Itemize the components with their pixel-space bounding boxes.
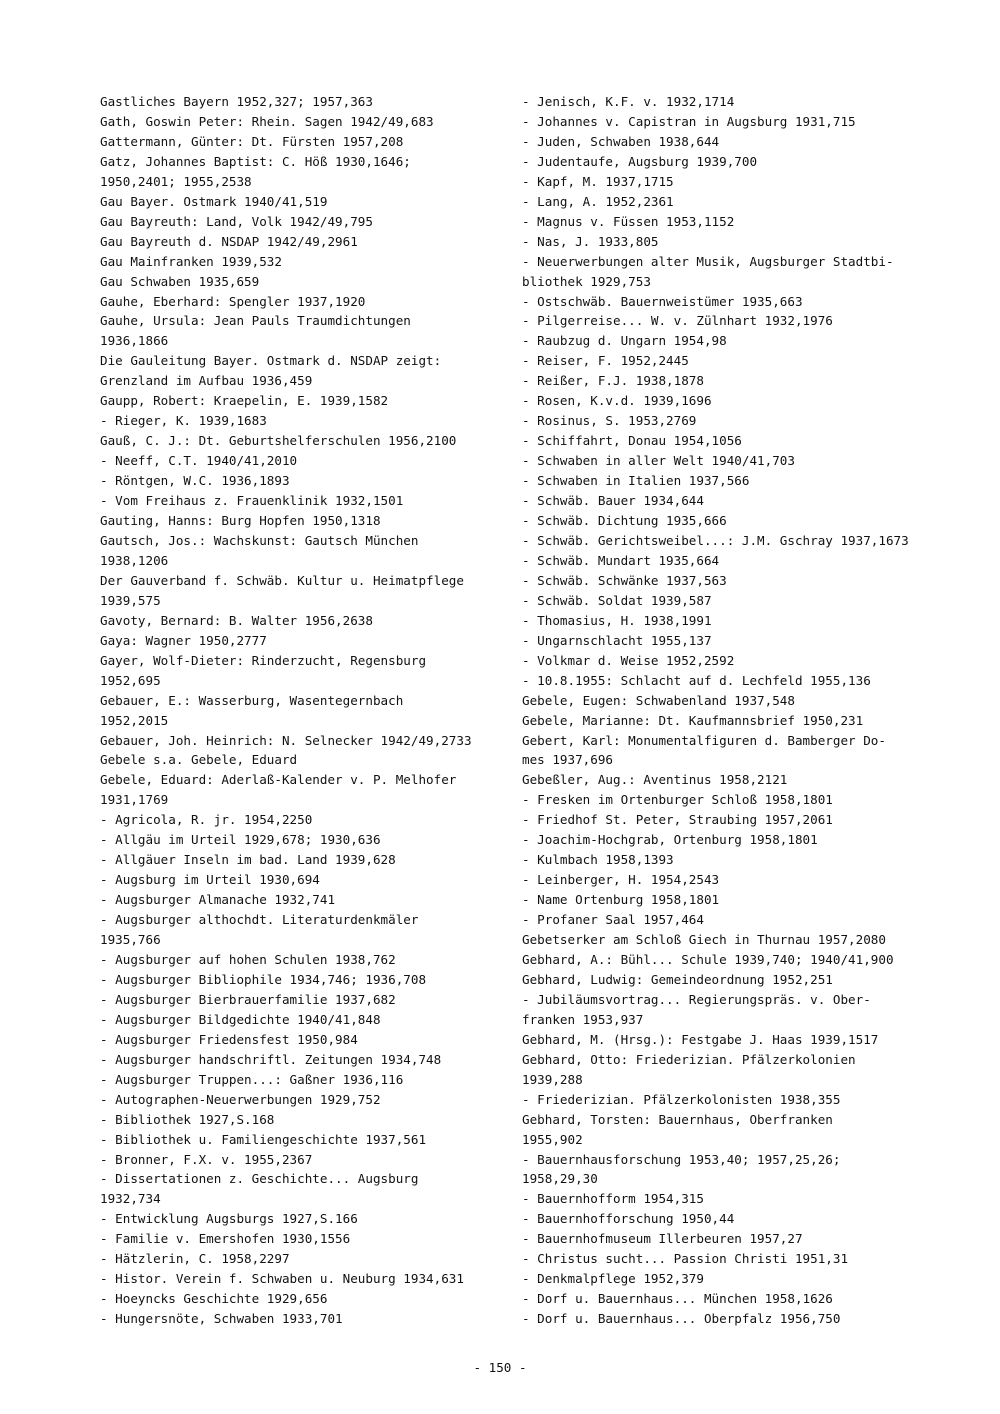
index-entry-line: - Augsburger auf hohen Schulen 1938,762 xyxy=(100,951,396,967)
index-entry xyxy=(522,252,942,292)
index-entry-line: - Augsburg im Urteil 1930,694 xyxy=(100,872,320,888)
index-entry-line: - Schwäb. Gerichtsweibel...: J.M. Gschray 1937,1673 xyxy=(522,532,909,548)
index-entry xyxy=(100,491,500,511)
index-entry-line: - Histor. Verein f. Schwaben u. Neuburg 1934,631 xyxy=(100,1271,464,1287)
index-entry-line: - Jenisch, K.F. v. 1932,1714 xyxy=(522,94,735,109)
index-entry-line: - Kulmbach 1958,1393 xyxy=(522,852,674,868)
index-entry xyxy=(522,1209,942,1229)
index-entry xyxy=(100,1150,500,1170)
index-entry-line: Gautsch, Jos.: Wachskunst: Gautsch München xyxy=(100,532,419,548)
index-entry xyxy=(100,232,500,252)
index-entry-line: Gebauer, E.: Wasserburg, Wasentegernbach xyxy=(100,692,404,708)
index-entry-line: - Judentaufe, Augsburg 1939,700 xyxy=(522,153,758,169)
index-entry xyxy=(522,132,942,152)
index-entry-line: Gau Bayer. Ostmark 1940/41,519 xyxy=(100,193,328,209)
index-entry-line: - Kapf, M. 1937,1715 xyxy=(522,173,674,189)
index-entry-line: - Familie v. Emershofen 1930,1556 xyxy=(100,1231,351,1247)
index-entry xyxy=(100,750,500,770)
index-entry-line: mes 1937,696 xyxy=(522,752,613,768)
index-entry xyxy=(100,391,500,411)
index-entry xyxy=(100,132,500,152)
index-entry-line: Gatz, Johannes Baptist: C. Höß 1930,1646; xyxy=(100,153,411,169)
index-entry-line: franken 1953,937 xyxy=(522,1011,644,1027)
index-entry-line: Gayer, Wolf-Dieter: Rinderzucht, Regensburg xyxy=(100,652,427,668)
index-entry xyxy=(522,371,942,391)
index-entry xyxy=(522,152,942,172)
index-entry-line: Gebhard, Torsten: Bauernhaus, Oberfranken xyxy=(522,1111,833,1127)
index-entry-line: - Schiffahrt, Donau 1954,1056 xyxy=(522,433,742,449)
index-entry-line: - Reißer, F.J. 1938,1878 xyxy=(522,373,704,389)
index-entry xyxy=(100,311,500,351)
index-entry xyxy=(100,431,500,451)
index-entry-line: - Pilgerreise... W. v. Zülnhart 1932,1976 xyxy=(522,313,833,329)
index-entry-line: Gau Mainfranken 1939,532 xyxy=(100,253,282,269)
index-entry-line: - Allgäuer Inseln im bad. Land 1939,628 xyxy=(100,852,396,868)
index-entry-line: - Rosinus, S. 1953,2769 xyxy=(522,413,697,429)
index-entry-line: Gavoty, Bernard: B. Walter 1956,2638 xyxy=(100,612,373,628)
index-entry-line: - Dorf u. Bauernhaus... München 1958,1626 xyxy=(522,1291,833,1307)
index-entry-line: 1936,1866 xyxy=(100,333,169,349)
index-entry-line: - Augsburger Bibliophile 1934,746; 1936,708 xyxy=(100,971,427,987)
index-entry-line: - Raubzug d. Ungarn 1954,98 xyxy=(522,333,727,349)
index-entry-line: Gebhard, A.: Bühl... Schule 1939,740; 1940/41,900 xyxy=(522,951,894,967)
index-entry-line: - Augsburger Bierbrauerfamilie 1937,682 xyxy=(100,991,396,1007)
index-entry xyxy=(522,1050,942,1090)
index-entry xyxy=(100,830,500,850)
index-entry-line: - Reiser, F. 1952,2445 xyxy=(522,353,689,369)
index-entry xyxy=(100,252,500,272)
index-entry xyxy=(522,551,942,571)
index-entry-line: - Name Ortenburg 1958,1801 xyxy=(522,892,720,908)
index-entry-line: 1935,766 xyxy=(100,932,161,948)
index-entry xyxy=(100,910,500,950)
index-entry-line: - Schwäb. Schwänke 1937,563 xyxy=(522,572,727,588)
index-entry xyxy=(522,691,942,711)
index-entry-line: Gebauer, Joh. Heinrich: N. Selnecker 1942/49,2733 xyxy=(100,732,472,748)
index-entry xyxy=(522,391,942,411)
index-entry-line: - Profaner Saal 1957,464 xyxy=(522,912,704,928)
index-entry xyxy=(522,232,942,252)
index-entry xyxy=(522,571,942,591)
index-entry xyxy=(522,92,942,112)
index-entry-line: - Leinberger, H. 1954,2543 xyxy=(522,872,720,888)
index-entry-line: - Hätzlerin, C. 1958,2297 xyxy=(100,1251,290,1267)
index-entry-line: - Augsburger Friedensfest 1950,984 xyxy=(100,1031,358,1047)
index-entry-line: Gattermann, Günter: Dt. Fürsten 1957,208 xyxy=(100,133,404,149)
index-entry-line: 1958,29,30 xyxy=(522,1171,598,1187)
index-entry xyxy=(100,1309,500,1329)
index-entry xyxy=(522,870,942,890)
index-entry-line: - Allgäu im Urteil 1929,678; 1930,636 xyxy=(100,832,381,848)
index-entry xyxy=(522,411,942,431)
index-entry xyxy=(522,192,942,212)
index-entry-line: Gauß, C. J.: Dt. Geburtshelferschulen 1956,2100 xyxy=(100,433,457,449)
index-entry xyxy=(100,511,500,531)
index-entry xyxy=(522,212,942,232)
index-entry xyxy=(100,890,500,910)
index-entry-line: - Schwäb. Soldat 1939,587 xyxy=(522,592,712,608)
index-entry-line: - Augsburger Almanache 1932,741 xyxy=(100,892,336,908)
index-entry-line: - Agricola, R. jr. 1954,2250 xyxy=(100,812,313,828)
index-entry xyxy=(100,970,500,990)
index-entry-line: - Bauernhofform 1954,315 xyxy=(522,1191,704,1207)
index-entry xyxy=(100,1070,500,1090)
index-entry xyxy=(522,711,942,731)
index-entry xyxy=(522,491,942,511)
index-entry-line: 1939,288 xyxy=(522,1071,583,1087)
index-entry xyxy=(522,731,942,771)
index-entry xyxy=(522,770,942,790)
index-entry-line: Gebele, Eduard: Aderlaß-Kalender v. P. Melhofer xyxy=(100,772,457,788)
index-entry-line: Der Gauverband f. Schwäb. Kultur u. Heimatpflege xyxy=(100,572,464,588)
index-entry-line: - Ostschwäb. Bauernweistümer 1935,663 xyxy=(522,293,803,309)
index-entry-line: Gebele s.a. Gebele, Eduard xyxy=(100,752,298,768)
index-entry-line: 1952,695 xyxy=(100,672,161,688)
index-entry xyxy=(522,611,942,631)
index-entry-line: Gau Bayreuth d. NSDAP 1942/49,2961 xyxy=(100,233,358,249)
index-entry-line: Gaya: Wagner 1950,2777 xyxy=(100,632,267,648)
index-entry xyxy=(522,651,942,671)
index-entry-line: - Joachim-Hochgrab, Ortenburg 1958,1801 xyxy=(522,832,818,848)
index-entry-line: - Dissertationen z. Geschichte... Augsburg xyxy=(100,1171,419,1187)
index-entry xyxy=(100,471,500,491)
index-entry-line: - Schwaben in aller Welt 1940/41,703 xyxy=(522,453,795,469)
index-entry xyxy=(100,152,500,192)
index-entry xyxy=(522,351,942,371)
index-entry-line: - Jubiläumsvortrag... Regierungspräs. v. Ober- xyxy=(522,991,871,1007)
index-entry xyxy=(522,1229,942,1249)
index-entry xyxy=(522,451,942,471)
index-entry-line: - Thomasius, H. 1938,1991 xyxy=(522,612,712,628)
index-entry-line: - Neeff, C.T. 1940/41,2010 xyxy=(100,453,298,469)
index-entry xyxy=(522,511,942,531)
index-entry xyxy=(522,1189,942,1209)
index-entry-line: - Schwäb. Dichtung 1935,666 xyxy=(522,513,727,529)
index-entry xyxy=(522,1150,942,1190)
index-entry xyxy=(522,471,942,491)
index-entry xyxy=(100,950,500,970)
index-entry xyxy=(100,571,500,611)
index-entry xyxy=(522,930,942,950)
index-entry xyxy=(100,1249,500,1269)
index-entry xyxy=(100,451,500,471)
index-entry-line: Gebhard, M. (Hrsg.): Festgabe J. Haas 1939,1517 xyxy=(522,1031,879,1047)
index-entry-line: Gau Bayreuth: Land, Volk 1942/49,795 xyxy=(100,213,373,229)
index-entry xyxy=(100,1229,500,1249)
index-entry xyxy=(522,431,942,451)
index-entry xyxy=(100,1269,500,1289)
index-entry-line: - Magnus v. Füssen 1953,1152 xyxy=(522,213,735,229)
index-entry xyxy=(522,1289,942,1309)
index-entry-line: Gastliches Bayern 1952,327; 1957,363 xyxy=(100,94,373,109)
index-entry-line: - Rieger, K. 1939,1683 xyxy=(100,413,267,429)
index-entry-line: Gebele, Marianne: Dt. Kaufmannsbrief 1950,231 xyxy=(522,712,864,728)
index-entry-line: Die Gauleitung Bayer. Ostmark d. NSDAP zeigt: xyxy=(100,353,442,369)
index-entry xyxy=(100,870,500,890)
index-entry-line: - Lang, A. 1952,2361 xyxy=(522,193,674,209)
index-entry-line: - Fresken im Ortenburger Schloß 1958,1801 xyxy=(522,792,833,808)
index-entry-line: - Juden, Schwaben 1938,644 xyxy=(522,133,720,149)
index-entry-line: 1952,2015 xyxy=(100,712,169,728)
index-entry-line: - Hungersnöte, Schwaben 1933,701 xyxy=(100,1311,343,1327)
index-entry-line: - Bauernhofmuseum Illerbeuren 1957,27 xyxy=(522,1231,803,1247)
index-entry-line: Gebele, Eugen: Schwabenland 1937,548 xyxy=(522,692,795,708)
index-entry xyxy=(522,890,942,910)
index-entry xyxy=(100,292,500,312)
index-entry xyxy=(522,1269,942,1289)
index-entry xyxy=(522,950,942,970)
index-entry-line: - Autographen-Neuerwerbungen 1929,752 xyxy=(100,1091,381,1107)
index-entry-line: - Schwaben in Italien 1937,566 xyxy=(522,473,750,489)
index-entry xyxy=(100,1209,500,1229)
index-entry-line: Gauting, Hanns: Burg Hopfen 1950,1318 xyxy=(100,513,381,529)
index-column-left xyxy=(100,92,500,1329)
index-entry-line: - Augsburger Bildgedichte 1940/41,848 xyxy=(100,1011,381,1027)
index-entry xyxy=(100,192,500,212)
index-entry-line: - Schwäb. Bauer 1934,644 xyxy=(522,493,704,509)
index-entry xyxy=(100,731,500,751)
index-entry xyxy=(100,691,500,731)
index-entry-line: - Bibliothek u. Familiengeschichte 1937,561 xyxy=(100,1131,427,1147)
index-entry xyxy=(100,212,500,232)
index-entry-line: Gebetserker am Schloß Giech in Thurnau 1957,2080 xyxy=(522,932,886,948)
index-entry-line: Gauhe, Eberhard: Spengler 1937,1920 xyxy=(100,293,366,309)
index-entry-line: 1955,902 xyxy=(522,1131,583,1147)
index-entry xyxy=(522,990,942,1030)
index-entry-line: bliothek 1929,753 xyxy=(522,273,651,289)
index-entry xyxy=(100,411,500,431)
index-entry-line: - 10.8.1955: Schlacht auf d. Lechfeld 1955,136 xyxy=(522,672,871,688)
index-entry-line: - Entwicklung Augsburgs 1927,S.166 xyxy=(100,1211,358,1227)
index-entry xyxy=(100,770,500,810)
index-entry-line: - Augsburger Truppen...: Gaßner 1936,116 xyxy=(100,1071,404,1087)
index-entry xyxy=(522,311,942,331)
index-entry xyxy=(522,830,942,850)
index-entry xyxy=(522,1249,942,1269)
index-entry xyxy=(522,172,942,192)
index-entry xyxy=(522,790,942,810)
index-entry-line: Gebhard, Otto: Friederizian. Pfälzerkolonien xyxy=(522,1051,856,1067)
index-entry xyxy=(100,1130,500,1150)
index-entry xyxy=(522,671,942,691)
index-entry-line: - Dorf u. Bauernhaus... Oberpfalz 1956,750 xyxy=(522,1311,841,1327)
index-entry-line: - Denkmalpflege 1952,379 xyxy=(522,1271,704,1287)
index-entry-line: 1932,734 xyxy=(100,1191,161,1207)
index-entry-line: Gath, Goswin Peter: Rhein. Sagen 1942/49,683 xyxy=(100,113,434,129)
index-entry xyxy=(522,112,942,132)
index-entry xyxy=(522,631,942,651)
index-entry-line: - Schwäb. Mundart 1935,664 xyxy=(522,552,720,568)
index-entry xyxy=(522,810,942,830)
index-entry xyxy=(100,850,500,870)
index-entry-line: Grenzland im Aufbau 1936,459 xyxy=(100,373,313,389)
index-entry xyxy=(100,1090,500,1110)
index-entry-line: - Neuerwerbungen alter Musik, Augsburger Stadtbi- xyxy=(522,253,894,269)
index-entry xyxy=(100,651,500,691)
index-column-right xyxy=(522,92,942,1329)
index-entry-line: - Bauernhofforschung 1950,44 xyxy=(522,1211,735,1227)
index-entry-line: 1931,1769 xyxy=(100,792,169,808)
index-entry xyxy=(100,1110,500,1130)
index-entry-line: 1950,2401; 1955,2538 xyxy=(100,173,252,189)
index-entry-line: Gauhe, Ursula: Jean Pauls Traumdichtungen xyxy=(100,313,411,329)
index-entry xyxy=(522,970,942,990)
index-entry-line: - Vom Freihaus z. Frauenklinik 1932,1501 xyxy=(100,493,404,509)
index-entry xyxy=(100,351,500,391)
index-entry xyxy=(522,591,942,611)
index-entry-line: - Bronner, F.X. v. 1955,2367 xyxy=(100,1151,313,1167)
index-entry xyxy=(522,1309,942,1329)
index-entry-line: - Volkmar d. Weise 1952,2592 xyxy=(522,652,735,668)
index-entry-line: - Bauernhausforschung 1953,40; 1957,25,26; xyxy=(522,1151,841,1167)
index-entry xyxy=(522,292,942,312)
index-entry xyxy=(522,910,942,930)
index-entry-line: 1939,575 xyxy=(100,592,161,608)
index-entry xyxy=(100,272,500,292)
index-entry-line: Gebeßler, Aug.: Aventinus 1958,2121 xyxy=(522,772,788,788)
index-entry xyxy=(522,331,942,351)
index-entry xyxy=(100,1289,500,1309)
index-entry-line: 1938,1206 xyxy=(100,552,169,568)
index-entry-line: - Christus sucht... Passion Christi 1951,31 xyxy=(522,1251,849,1267)
index-entry-line: - Augsburger althochdt. Literaturdenkmäler xyxy=(100,912,419,928)
index-entry xyxy=(100,112,500,132)
index-entry-line: Gebhard, Ludwig: Gemeindeordnung 1952,251 xyxy=(522,971,833,987)
index-entry-line: - Johannes v. Capistran in Augsburg 1931,715 xyxy=(522,113,856,129)
index-entry xyxy=(100,1030,500,1050)
index-entry-line: - Augsburger handschriftl. Zeitungen 1934,748 xyxy=(100,1051,442,1067)
index-entry-line: - Friederizian. Pfälzerkolonisten 1938,355 xyxy=(522,1091,841,1107)
index-entry xyxy=(100,531,500,571)
index-entry-line: - Friedhof St. Peter, Straubing 1957,2061 xyxy=(522,812,833,828)
index-entry-line: Gaupp, Robert: Kraepelin, E. 1939,1582 xyxy=(100,393,389,409)
index-entry xyxy=(522,850,942,870)
index-entry-line: - Rosen, K.v.d. 1939,1696 xyxy=(522,393,712,409)
index-entry xyxy=(522,1090,942,1110)
index-entry xyxy=(522,1110,942,1150)
index-entry-line: - Nas, J. 1933,805 xyxy=(522,233,659,249)
index-entry xyxy=(522,531,942,551)
index-entry-line: - Ungarnschlacht 1955,137 xyxy=(522,632,712,648)
index-entry xyxy=(100,1010,500,1030)
index-entry xyxy=(100,631,500,651)
index-entry-line: Gau Schwaben 1935,659 xyxy=(100,273,260,289)
index-entry-line: Gebert, Karl: Monumentalfiguren d. Bamberger Do- xyxy=(522,732,886,748)
index-entry-line: - Hoeyncks Geschichte 1929,656 xyxy=(100,1291,328,1307)
index-entry xyxy=(100,990,500,1010)
index-entry xyxy=(100,1169,500,1209)
index-entry xyxy=(100,1050,500,1070)
index-entry-line: - Röntgen, W.C. 1936,1893 xyxy=(100,473,290,489)
index-entry xyxy=(100,810,500,830)
index-entry xyxy=(100,611,500,631)
index-entry-line: - Bibliothek 1927,S.168 xyxy=(100,1111,275,1127)
index-entry xyxy=(100,92,500,112)
page-number: - 150 - xyxy=(473,1360,527,1375)
index-entry xyxy=(522,1030,942,1050)
